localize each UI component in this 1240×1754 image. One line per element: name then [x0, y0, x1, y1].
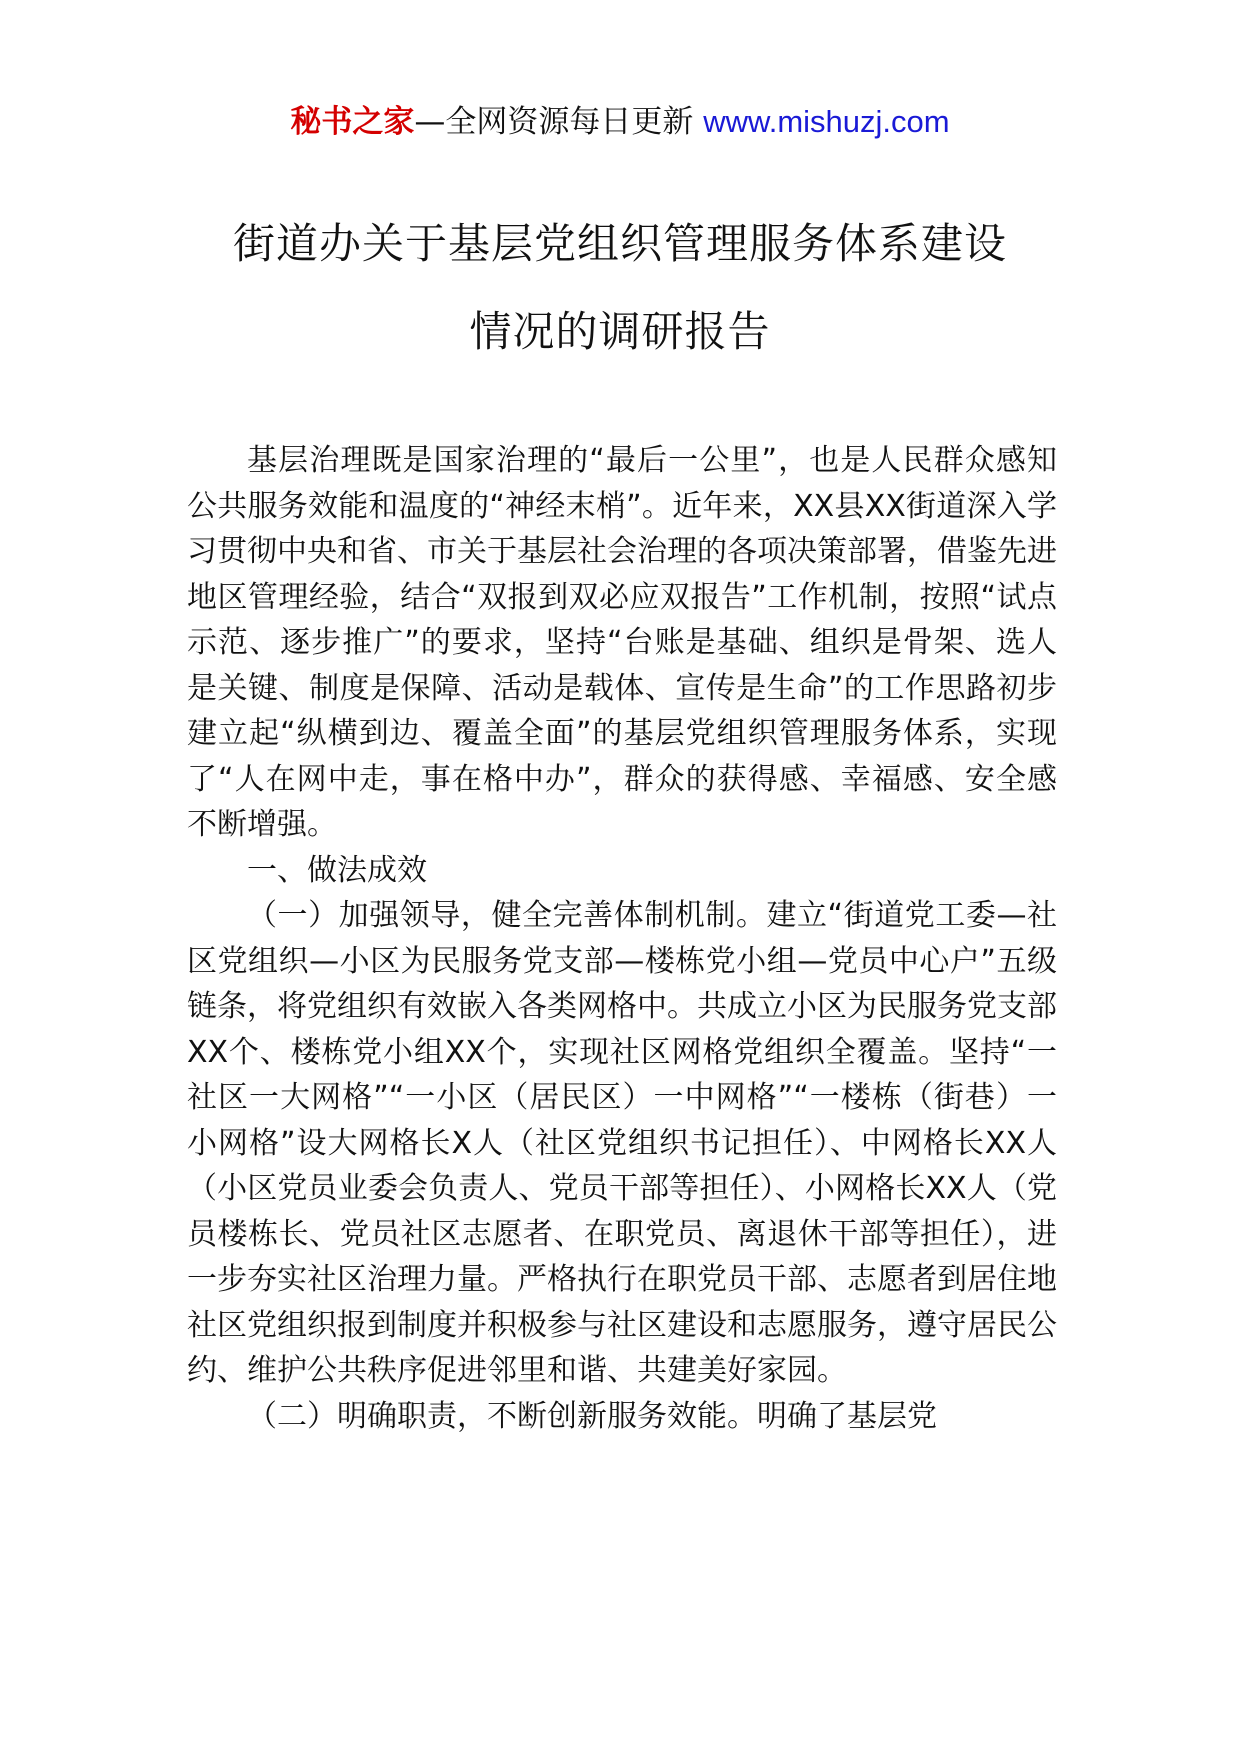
site-url-link[interactable]: www.mishuzj.com: [703, 104, 950, 139]
title-line-2: 情况的调研报告: [469, 307, 771, 356]
site-brand: 秘书之家: [290, 104, 415, 140]
paragraph-section-2: （二）明确职责，不断创新服务效能。明确了基层党: [247, 1398, 937, 1434]
document-body: [187, 438, 1057, 1439]
title-line-1: 街道办关于基层党组织管理服务体系建设: [232, 219, 1007, 268]
site-header: [0, 100, 1240, 144]
paragraph-intro: 基层治理既是国家治理的“最后一公里”，也是人民群众感知公共服务效能和温度的“神经末梢”。近年来，XX县XX街道深入学习贯彻中央和省、市关于基层社会治理的各项决策部署，借鉴先进地区管理经验，结合“双报到双必应双报告”工作机制，按照“试点示范、逐步推广”的要求，坚持“台账是基础、组织是骨架、选人是关键、制度是保障、活动是载体、宣传是生命”的工作思路初步建立起“纵横到边、覆盖全面”的基层党组织管理服务体系，实现了“人在网中走，事在格中办”，群众的获得感、幸福感、安全感不断增强。: [187, 443, 1057, 842]
section-heading: 一、做法成效: [247, 852, 427, 888]
site-slogan: —全网资源每日更新: [414, 104, 704, 140]
document-title: [0, 200, 1240, 376]
paragraph-section-1: （一）加强领导，健全完善体制机制。建立“街道党工委—社区党组织—小区为民服务党支部—楼栋党小组—党员中心户”五级链条，将党组织有效嵌入各类网格中。共成立小区为民服务党支部XX个、楼栋党小组XX个，实现社区网格党组织全覆盖。坚持“一社区一大网格”“一小区（居民区）一中网格”“一楼栋（街巷）一小网格”设大网格长X人（社区党组织书记担任）、中网格长XX人（小区党员业委会负责人、党员干部等担任）、小网格长XX人（党员楼栋长、党员社区志愿者、在职党员、离退休干部等担任），进一步夯实社区治理力量。严格执行在职党员干部、志愿者到居住地社区党组织报到制度并积极参与社区建设和志愿服务，遵守居民公约、维护公共秩序促进邻里和谐、共建美好家园。: [187, 898, 1057, 1388]
